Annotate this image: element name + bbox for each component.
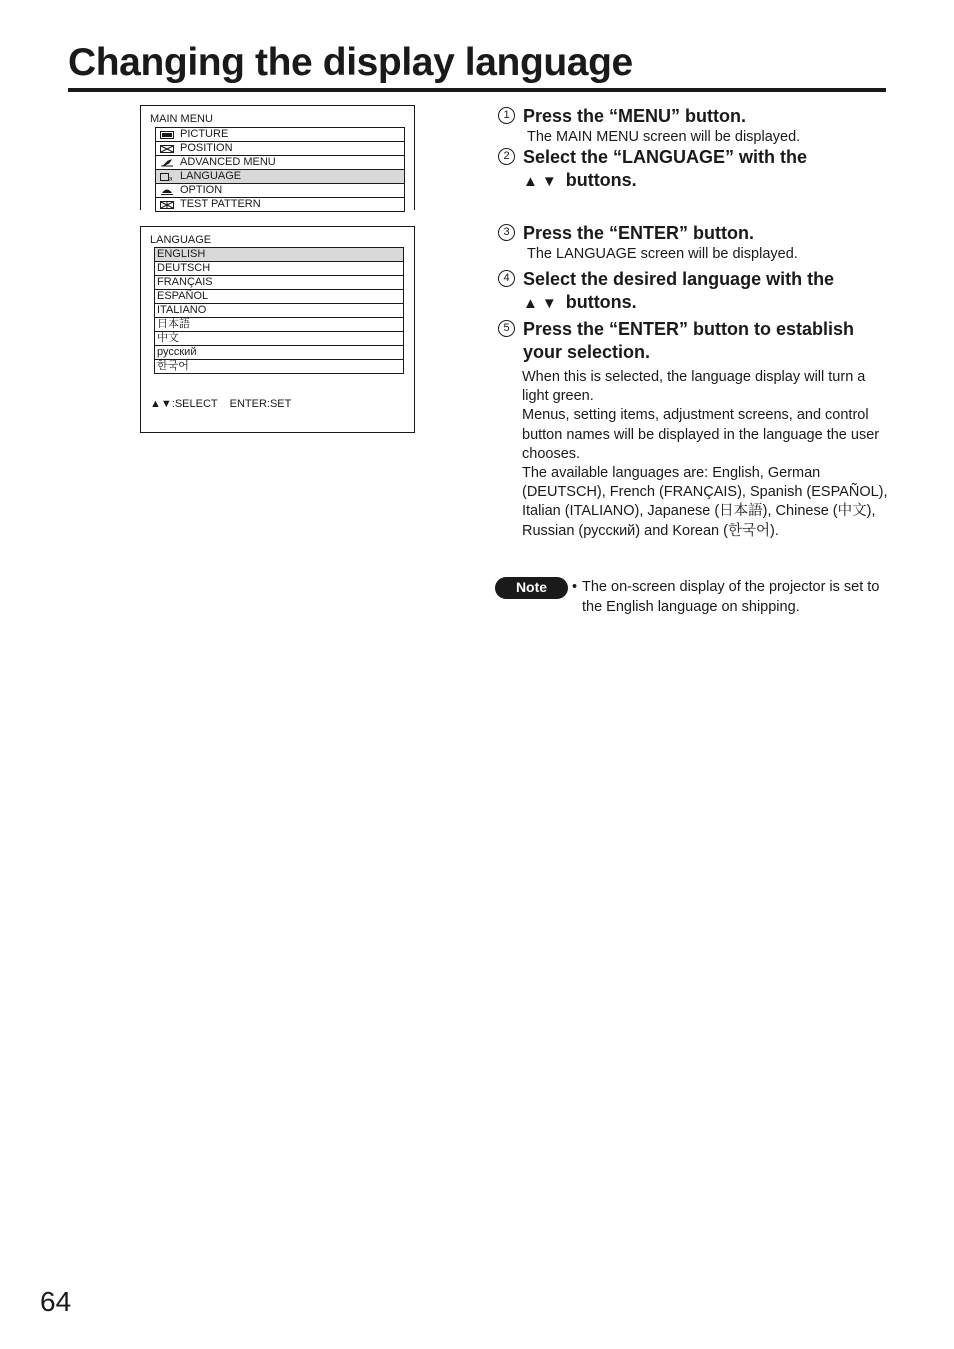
option-icon — [160, 187, 174, 195]
step-title-line2: buttons. — [565, 292, 637, 312]
paragraph: The available languages are: English, German (DEUTSCH), French (FRANÇAIS), Spanish (ESPAÑOL), Italian (ITALIANO), Japanese (日本語), Chinese (中文), Russian (русский) and Korean (한국어). — [522, 465, 888, 539]
language-option: 日本語 — [154, 318, 404, 332]
step-title-line2: your selection. — [523, 342, 651, 362]
position-icon — [160, 145, 174, 153]
step-2 — [498, 146, 898, 193]
enter-hint: ENTER:SET — [229, 398, 292, 410]
main-menu-heading: MAIN MENU — [150, 113, 213, 125]
main-menu-item-position — [155, 142, 405, 156]
step-number: 2 — [498, 148, 515, 165]
advanced-menu-icon — [160, 159, 174, 167]
page-number: 64 — [40, 1286, 72, 1317]
language-option: ITALIANO — [154, 304, 404, 318]
paragraph: Menus, setting items, adjustment screens, and control button names will be displayed in the language the user chooses. — [522, 407, 880, 462]
paragraph: When this is selected, the language display will turn a light green. — [522, 369, 866, 405]
step-description: The LANGUAGE screen will be displayed. — [527, 246, 798, 262]
language-screen — [140, 226, 415, 433]
main-menu-item-test-pattern — [155, 198, 405, 212]
step-title: Select the desired language with the — [523, 269, 835, 289]
select-hint: ▲▼:SELECT — [150, 398, 218, 410]
main-menu-item-label: POSITION — [180, 142, 233, 154]
main-menu-list — [155, 127, 405, 212]
language-option: DEUTSCH — [154, 262, 404, 276]
step-description: The MAIN MENU screen will be displayed. — [527, 129, 801, 145]
main-menu-item-advanced-menu — [155, 156, 405, 170]
language-option: ENGLISH — [154, 247, 404, 262]
main-menu-item-language — [155, 170, 405, 184]
language-option: ESPAÑOL — [154, 290, 404, 304]
step-title: Select the “LANGUAGE” with the — [523, 147, 808, 167]
step-number: 3 — [498, 224, 515, 241]
main-menu-screen — [140, 105, 415, 210]
step-title-line2: buttons. — [565, 170, 637, 190]
step-1 — [498, 105, 898, 147]
step-number: 4 — [498, 270, 515, 287]
main-menu-item-label: TEST PATTERN — [180, 198, 261, 210]
language-option: 中文 — [154, 332, 404, 346]
svg-text:a: a — [169, 176, 173, 181]
language-option: 한국어 — [154, 360, 404, 374]
language-option: русский — [154, 346, 404, 360]
language-option: FRANÇAIS — [154, 276, 404, 290]
step-title: Press the “ENTER” button. — [523, 223, 755, 243]
main-menu-item-picture — [155, 127, 405, 142]
main-menu-item-label: LANGUAGE — [180, 170, 242, 182]
bullet: • — [572, 579, 578, 595]
step-title: Press the “ENTER” button to establish — [523, 319, 855, 339]
up-down-arrows-icon: ▲▼ — [523, 173, 561, 190]
step-title-continued — [523, 169, 898, 193]
step-number: 1 — [498, 107, 515, 124]
language-icon — [160, 173, 174, 181]
main-menu-item-option — [155, 184, 405, 198]
step-number: 5 — [498, 320, 515, 337]
main-menu-item-label: PICTURE — [180, 128, 229, 140]
language-screen-footer — [150, 398, 291, 411]
page-title: Changing the display language — [68, 38, 886, 92]
step-4 — [498, 268, 898, 315]
step-title: Press the “MENU” button. — [523, 106, 747, 126]
main-menu-item-label: ADVANCED MENU — [180, 156, 276, 168]
language-list — [154, 247, 404, 374]
explanation-text — [522, 368, 892, 541]
test-pattern-icon — [160, 201, 174, 209]
step-title-continued — [523, 291, 898, 315]
note-text — [572, 578, 892, 617]
main-menu-item-label: OPTION — [180, 184, 223, 196]
note-body: The on-screen display of the projector is set to the English language on shipping. — [582, 579, 880, 615]
up-down-arrows-icon: ▲▼ — [523, 295, 561, 312]
picture-icon — [160, 131, 174, 139]
step-5 — [498, 318, 898, 364]
note-badge: Note — [495, 577, 568, 599]
language-heading: LANGUAGE — [150, 234, 212, 246]
step-3 — [498, 222, 898, 264]
